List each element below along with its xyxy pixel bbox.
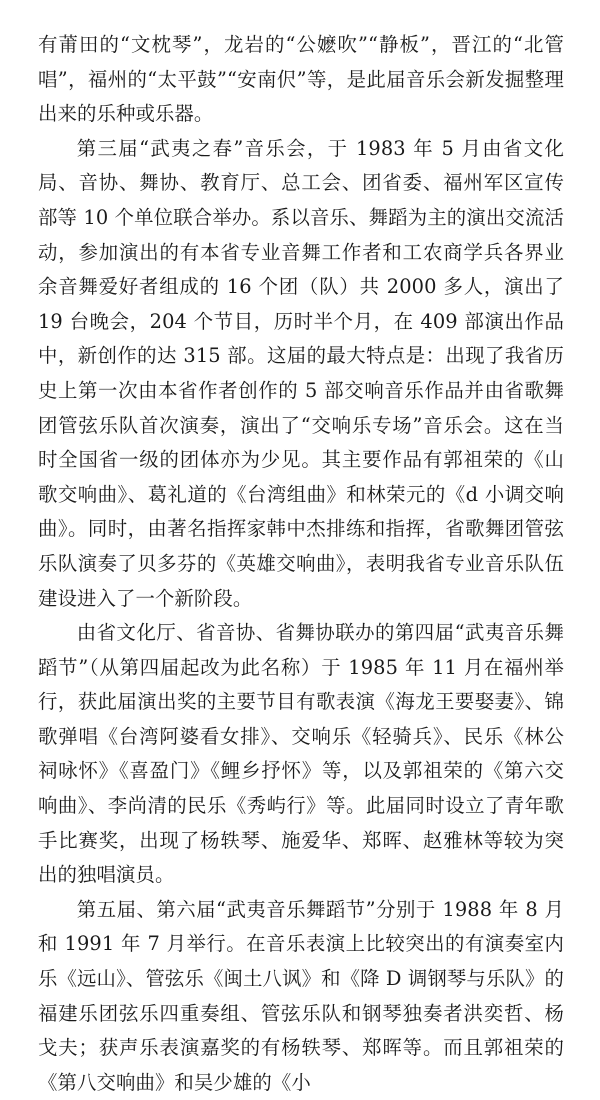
paragraph: 第三届“武夷之春”音乐会，于 1983 年 5 月由省文化局、音协、舞协、教育厅、总工会、团省委、福州军区宣传部等 10 个单位联合举办。系以音乐、舞蹈为主的演出交流活动，参加演出的有本省专业音舞工作者和工农商学兵各界业余音舞爱好者组成的 16 个团（队）共 2000 多人，演出了 19 台晚会，204 个节目，历时半个月，在 409 部演出作品中，新创作的达 315 部。这届的最大特点是：出现了我省历史上第一次由本省作者创作的 5 部交响音乐作品并由省歌舞团管弦乐队首次演奏，演出了“交响乐专场”音乐会。这在当时全国省一级的团体亦为少见。其主要作品有郭祖荣的《山歌交响曲》、葛礼道的《台湾组曲》和林荣元的《d 小调交响曲》。同时，由著名指挥家韩中杰排练和指挥，省歌舞团管弦乐队演奏了贝多芬的《英雄交响曲》，表明我省专业音乐队伍建设进入了一个新阶段。 — [38, 136, 564, 610]
document-page — [38, 28, 564, 1100]
paragraph: 由省文化厅、省音协、省舞协联办的第四届“武夷音乐舞蹈节”（从第四届起改为此名称）于 1985 年 11 月在福州举行，获此届演出奖的主要节目有歌表演《海龙王要娶妻》、锦歌弹唱《台湾阿婆看女排》、交响乐《轻骑兵》、民乐《林公祠咏怀》《喜盈门》《鲤乡抒怀》等，以及郭祖荣的《第六交响曲》、李尚清的民乐《秀屿行》等。此届同时设立了青年歌手比赛奖，出现了杨轶琴、施爱华、郑晖、赵雅林等较为突出的独唱演员。 — [38, 621, 564, 887]
paragraph: 第五届、第六届“武夷音乐舞蹈节”分别于 1988 年 8 月和 1991 年 7 月举行。在音乐表演上比较突出的有演奏室内乐《远山》、管弦乐《闽土八讽》和《降 D 调钢琴与乐队》的福建乐团弦乐四重奏组、管弦乐队和钢琴独奏者洪奕哲、杨戈夫；获声乐表演嘉奖的有杨轶琴、郑晖等。而且郭祖荣的《第八交响曲》和吴少雄的《小 — [38, 897, 564, 1094]
paragraph: 有莆田的“文枕琴”，龙岩的“公嬷吹”“静板”，晋江的“北管唱”，福州的“太平鼓”“安南伬”等，是此届音乐会新发掘整理出来的乐种或乐器。 — [38, 33, 564, 126]
